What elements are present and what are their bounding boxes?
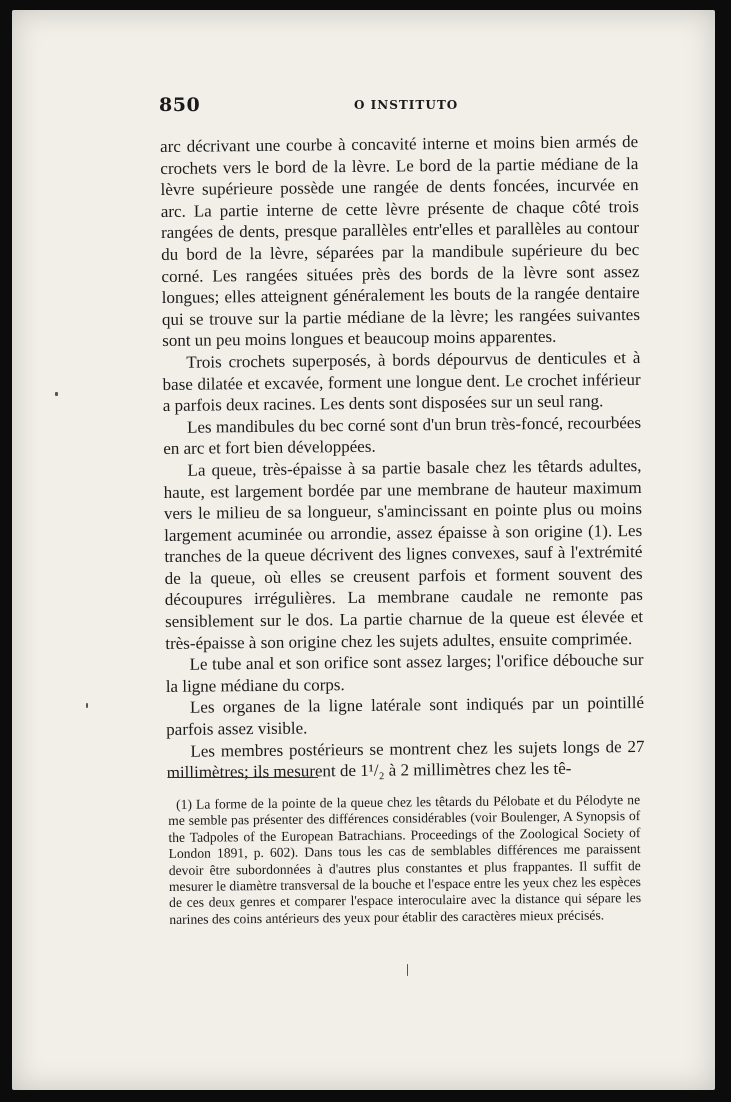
page-number: 850 — [159, 94, 201, 116]
paragraph: Le tube anal et son orifice sont assez larges; l'orifice débouche sur la ligne médiane du corps. — [165, 650, 644, 696]
paragraph: arc décrivant une courbe à concavité interne et moins bien armés de crochets vers le bord de la lèvre. Le bord de la partie médiane de la lèvre supérieure possède une rangée de dents foncées, incurvée en arc. La partie interne de cette lèvre présente de chaque côté trois rangées de dents, presque parallèles entr'elles et parallèles au contour du bord de la lèvre, séparées par la mandibule supérieure du bec corné. Les rangées situées près des bords de la lèvre sont assez longues; elles atteignent généralement les bouts de la rangée dentaire qui se trouve sur la partie médiane de la lèvre; les rangées suivantes sont un peu moins longues et beaucoup moins apparentes. — [160, 131, 640, 351]
footnote-text: (1) La forme de la pointe de la queue chez les têtards du Pélobate et du Pélodyte ne me semble pas présenter des différences considérables (voir Boulenger, A Synopsis of the Tadpoles of the European Batrachians. Proceedings of the Zoological Society of London 1891, p. 602). Dans tous les cas de semblables différences me paraissent devoir être subordonnées à d'autres plus constantes et plus frappantes. Il suffit de mesurer le diamètre transversal de la bouche et l'espace entre les yeux chez les espèces de ces deux genres et comparer l'espace interoculaire avec la distance qui sépare les narines des coins antérieurs des yeux pour établir des caractères mieux précisés. — [168, 792, 642, 927]
paragraph: La queue, très-épaisse à sa partie basale chez les têtards adultes, haute, est largement bordée par une membrane de hauteur maximum vers le milieu de sa longueur, s'amincissant en pointe plus ou moins largement acuminée ou arrondie, assez épaisse à son origine (1). Les tranches de la queue décrivent des lignes convexes, sauf à l'extrémité de la queue, où elles se creusent parfois et forment souvent des découpures irrégulières. La membrane caudale ne remonte pas sensiblement sur le dos. La partie charnue de la queue est élevée et très-épaisse à son origine chez les sujets adultes, ensuite comprimée. — [163, 455, 644, 653]
paragraph: Les mandibules du bec corné sont d'un brun très-foncé, recourbées en arc et fort bien développées. — [163, 412, 642, 459]
footnote — [168, 792, 641, 928]
main-text — [160, 131, 645, 784]
scan-speck — [407, 964, 408, 976]
footnote-divider — [168, 777, 318, 778]
paragraph: Les organes de la ligne latérale sont indiqués par un pointillé parfois assez visible. — [166, 693, 645, 739]
scan-speck — [55, 392, 58, 396]
scan-speck — [86, 703, 88, 708]
running-title: O INSTITUTO — [354, 98, 459, 112]
page-header — [148, 92, 638, 118]
paragraph: Les membres postérieurs se montrent chez les sujets longs de 27 millimètres; ils mesurent de 1¹/₂ à 2 millimètres chez les tê- — [166, 736, 645, 783]
paragraph: Trois crochets superposés, à bords dépourvus de denticules et à base dilatée et excavée, forment une longue dent. Le crochet inférieur a parfois deux racines. Les dents sont disposées sur un seul rang. — [162, 347, 641, 416]
